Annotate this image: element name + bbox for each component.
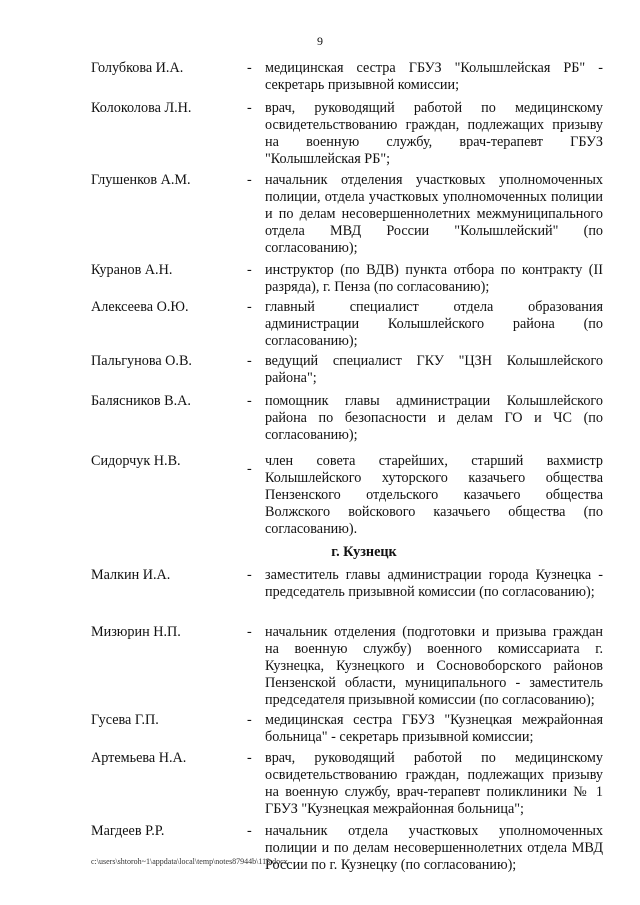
person-role: начальник отдела участковых уполномоченных полиции и по делам несовершеннолетних отдела МВД России по г. Кузнецку (по согласованию);: [265, 823, 603, 873]
dash-separator: -: [247, 393, 252, 409]
dash-separator: -: [247, 624, 252, 640]
dash-separator: -: [247, 60, 252, 76]
person-role: врач, руководящий работой по медицинскому освидетельствованию граждан, подлежащих призыву на военную службу, врач-терапевт поликлиники № 1 ГБУЗ "Кузнецкая межрайонная больница";: [265, 750, 603, 817]
list-item: [91, 393, 603, 444]
dash-separator: -: [247, 461, 252, 477]
person-name: Голубкова И.А.: [91, 60, 184, 76]
person-role: ведущий специалист ГКУ "ЦЗН Колышлейского района";: [265, 353, 603, 386]
person-name: Балясников В.А.: [91, 393, 191, 409]
person-role: начальник отделения участковых уполномоченных полиции, отдела участковых уполномоченных полиции и по делам несовершеннолетних межмуниципального отдела МВД России "Колышлейский" (по согласованию);: [265, 172, 603, 256]
person-role: инструктор (по ВДВ) пункта отбора по контракту (II разряда), г. Пенза (по согласованию);: [265, 262, 603, 295]
dash-separator: -: [247, 172, 252, 188]
person-name: Пальгунова О.В.: [91, 353, 192, 369]
dash-separator: -: [247, 262, 252, 278]
person-name: Гусева Г.П.: [91, 712, 159, 728]
person-name: Мизюрин Н.П.: [91, 624, 181, 640]
person-role: медицинская сестра ГБУЗ "Кузнецкая межрайонная больница" - секретарь призывной комиссии;: [265, 712, 603, 745]
list-item: [91, 60, 603, 94]
person-name: Малкин И.А.: [91, 567, 171, 583]
person-role: помощник главы администрации Колышлейского района по безопасности и делам ГО и ЧС (по согласованию);: [265, 393, 603, 443]
person-name: Глушенков А.М.: [91, 172, 191, 188]
dash-separator: -: [247, 100, 252, 116]
person-name: Алексеева О.Ю.: [91, 299, 189, 315]
person-role: медицинская сестра ГБУЗ "Колышлейская РБ" - секретарь призывной комиссии;: [265, 60, 603, 93]
dash-separator: -: [247, 567, 252, 583]
list-item: [91, 823, 603, 874]
list-item: [91, 453, 603, 538]
person-name: Куранов А.Н.: [91, 262, 173, 278]
commission-list: [91, 60, 603, 874]
list-item: [91, 172, 603, 257]
person-role: член совета старейших, старший вахмистр Колышлейского хуторского казачьего общества Пензенского отдельского казачьего общества Волжского войскового казачьего общества (по согласованию).: [265, 453, 603, 537]
list-item: [91, 100, 603, 168]
list-item: [91, 353, 603, 387]
person-role: врач, руководящий работой по медицинскому освидетельствованию граждан, подлежащих призыву на военную службу, врач-терапевт ГБУЗ "Колышлейская РБ";: [265, 100, 603, 167]
person-role: заместитель главы администрации города Кузнецка - председатель призывной комиссии (по согласованию);: [265, 567, 603, 600]
dash-separator: -: [247, 353, 252, 369]
list-item: [91, 750, 603, 818]
dash-separator: -: [247, 823, 252, 839]
person-role: начальник отделения (подготовки и призыва граждан на военную службу) военного комиссариата г. Кузнецка, Кузнецкого и Сосновоборского районов Пензенской области, муниципального - заместитель председателя призывной комиссии (по согласованию);: [265, 624, 603, 708]
person-name: Магдеев Р.Р.: [91, 823, 165, 839]
page-number: 9: [317, 34, 323, 48]
list-item: [91, 624, 603, 709]
list-item: [91, 299, 603, 350]
list-item: [91, 712, 603, 746]
list-item: [91, 567, 603, 601]
dash-separator: -: [247, 299, 252, 315]
list-item: [91, 262, 603, 296]
person-name: Сидорчук Н.В.: [91, 453, 181, 469]
person-name: Колоколова Л.Н.: [91, 100, 192, 116]
section-heading: г. Кузнецк: [331, 544, 397, 560]
dash-separator: -: [247, 750, 252, 766]
footer-file-path: c:\users\shtoroh~1\appdata\local\temp\notes87944b\113.docx: [91, 857, 288, 866]
person-name: Артемьева Н.А.: [91, 750, 187, 766]
dash-separator: -: [247, 712, 252, 728]
person-role: главный специалист отдела образования администрации Колышлейского района (по согласованию);: [265, 299, 603, 349]
